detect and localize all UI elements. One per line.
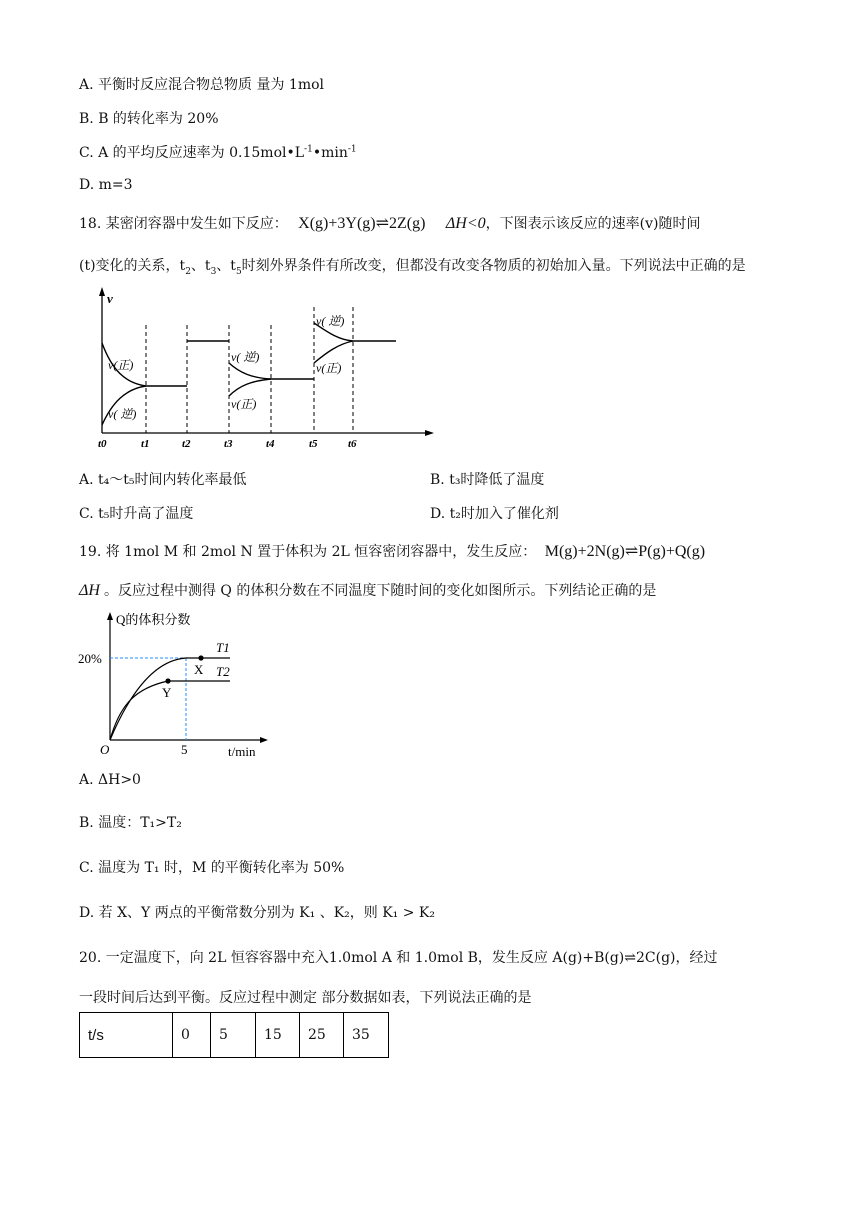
- q18-t3-sub: 3: [210, 266, 217, 277]
- q18-text1: ，下图表示该反应的速率(v)随时间: [485, 216, 701, 232]
- q18-stem-line2: (t)变化的关系，$t_2$、$t_3$、$t_5$时刻外界条件有所改变，但都没有改变各物质的初始加入量。下列说法中正确的是: [79, 258, 746, 277]
- q18-y-arrow: [99, 287, 105, 296]
- q18-label-5: v( 逆): [316, 314, 345, 328]
- q20-line1-b: 1.0mol A 和 1.0mol B，发生反应 A(g)+B(g)⇌2C(g)，经过: [328, 950, 718, 966]
- q20-line1-a: 20. 一定温度下，向 2L 恒容容器中充入: [79, 950, 329, 966]
- q18-tick-t2: t2: [182, 438, 191, 450]
- q17-option-c-mid: •min: [312, 145, 348, 161]
- q19-stem-line2: [79, 580, 656, 600]
- q18-label-1: v(正): [108, 358, 134, 372]
- q18-tick-t5: t5: [309, 438, 318, 450]
- q18-label-6: v(正): [316, 361, 342, 375]
- q18-label-2: v( 逆): [108, 407, 137, 421]
- q19-x-arrow: [260, 737, 268, 743]
- q18-reaction: X(g)+3Y(g)⇌2Z(g): [298, 215, 426, 232]
- q19-option-a: A. ΔH>0: [79, 772, 141, 788]
- q18-t2-sub: 2: [185, 266, 191, 277]
- q18-tick-t1: t1: [141, 438, 150, 450]
- q19-lead: 19. 将 1mol M 和 2mol N 置于体积为 2L 恒容密闭容器中，发生反应：: [79, 544, 537, 560]
- q18-option-d: D. t₂时加入了催化剂: [430, 506, 559, 522]
- q19-y-label: Q的体积分数: [116, 612, 191, 627]
- q19-y-arrow: [107, 612, 113, 620]
- q19-line2: 。反应过程中测得 Q 的体积分数在不同温度下随时间的变化如图所示。下列结论正确的是: [103, 583, 657, 599]
- q19-option-d: D. 若 X、Y 两点的平衡常数分别为 K₁ 、K₂，则 K₁ > K₂: [79, 905, 436, 921]
- q19-label-t1: T1: [216, 640, 230, 655]
- q18-stem-line1: [79, 213, 701, 233]
- q19-point-y: [165, 678, 170, 683]
- q18-option-a: A. t₄～t₅时间内转化率最低: [79, 472, 247, 488]
- q17-option-c: [79, 142, 357, 162]
- q17-option-a: A. 平衡时反应混合物总物质 量为 1mol: [79, 77, 324, 93]
- q18-curve-forward-2: [229, 379, 271, 396]
- q20-data-table: [79, 1012, 389, 1058]
- q17-option-d: D. m=3: [79, 177, 133, 193]
- q19-dh: ΔH: [79, 582, 100, 599]
- q18-rate-chart: [90, 285, 440, 450]
- table-cell: 15: [256, 1013, 300, 1058]
- q18-tick-t4: t4: [266, 438, 275, 450]
- q19-tick-5: 5: [181, 742, 188, 757]
- q17-option-c-sup2: -1: [347, 144, 357, 155]
- q18-tick-t3: t3: [224, 438, 233, 450]
- q19-point-x: [198, 655, 203, 660]
- q18-x-arrow: [425, 430, 434, 436]
- q19-fraction-chart: [76, 608, 276, 760]
- q17-option-c-text: C. A 的平均反应速率为 0.15mol•L: [79, 145, 305, 161]
- q18-y-label: v: [107, 291, 113, 306]
- q18-figure: [90, 285, 440, 454]
- q19-reaction: M(g)+2N(g)⇌P(g)+Q(g): [544, 543, 706, 560]
- q17-option-c-sup1: -1: [304, 144, 313, 155]
- q18-tick-t0: t0: [98, 438, 107, 450]
- q20-stem-line2: 一段时间后达到平衡。反应过程中测定 部分数据如表，下列说法正确的是: [79, 990, 532, 1006]
- q19-label-x: X: [194, 662, 204, 677]
- q18-t5-sub: 5: [235, 266, 242, 277]
- q20-stem-line1: [79, 947, 718, 967]
- q19-label-y: Y: [162, 685, 172, 700]
- q18-curve-forward-3: [314, 341, 353, 363]
- q18-text2: (t)变化的关系，t: [79, 258, 186, 274]
- q19-figure: [76, 608, 276, 764]
- q18-label-3: v( 逆): [231, 350, 260, 364]
- q18-option-b: B. t₃时降低了温度: [430, 472, 545, 488]
- q18-lead: 18. 某密闭容器中发生如下反应：: [79, 216, 288, 232]
- q19-origin: O: [100, 742, 110, 757]
- table-header-cell: t/s: [80, 1013, 173, 1058]
- q19-label-t2: T2: [216, 664, 230, 679]
- q19-option-b: B. 温度：T₁>T₂: [79, 815, 182, 831]
- table-cell: 35: [344, 1013, 389, 1058]
- table-cell: 5: [211, 1013, 256, 1058]
- q18-dh: ΔH<0: [445, 215, 486, 232]
- q19-x-label: t/min: [228, 744, 256, 759]
- q18-option-c: C. t₅时升高了温度: [79, 506, 194, 522]
- table-row: [80, 1013, 389, 1058]
- q18-label-4: v(正): [231, 397, 257, 411]
- q19-option-c: C. 温度为 T₁ 时，M 的平衡转化率为 50%: [79, 860, 345, 876]
- table-cell: 0: [173, 1013, 211, 1058]
- table-cell: 25: [300, 1013, 344, 1058]
- q18-text2-rest: 时刻外界条件有所改变，但都没有改变各物质的初始加入量。下列说法中正确的是: [241, 258, 746, 274]
- q17-option-b: B. B 的转化率为 20%: [79, 111, 219, 127]
- q18-tick-t6: t6: [348, 438, 357, 450]
- q19-tick-20: 20%: [78, 651, 102, 666]
- q19-stem-line1: [79, 541, 705, 561]
